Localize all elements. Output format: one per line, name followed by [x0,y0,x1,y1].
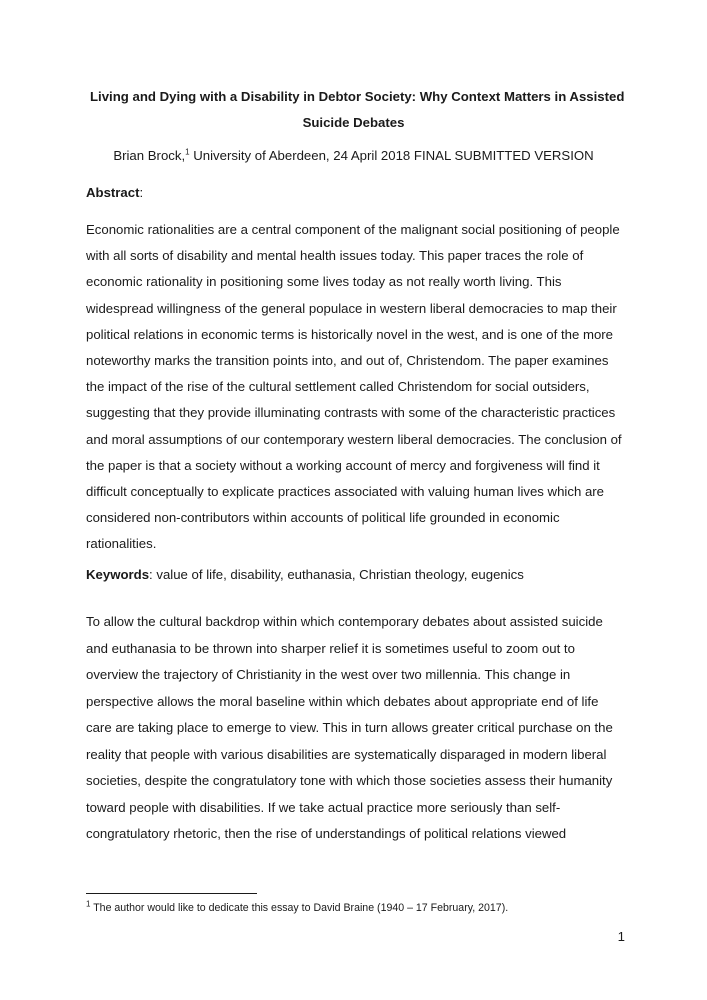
title-line: Living and Dying with a Disability in Debtor Society: Why Context Matters in Assisted [90,89,625,104]
body-line: To allow the cultural backdrop within which contemporary debates about assisted suicide [86,614,603,629]
abstract-body [86,217,626,558]
abstract-heading [86,183,143,203]
body-line: societies, despite the congratulatory tone with which those societies assess their humanity [86,773,613,788]
abstract-line: noteworthy marks the transition points into, and out of, Christendom. The paper examines [86,353,609,369]
keywords-text: : value of life, disability, euthanasia, Christian theology, eugenics [149,567,524,582]
abstract-line: political relations in economic terms is historically novel in the west, and is one of the more [86,326,614,342]
body-line: reality that people with various disabilities are systematically disparaged in modern liberal [86,746,607,762]
body-line: care are taking place to emerge to view. This in turn allows greater critical purchase on the [86,720,613,735]
footnote-marker: 1 [86,899,91,909]
abstract-line: and moral assumptions of our contemporary western liberal democracies. The conclusion of [86,431,622,447]
paper-title [90,84,625,136]
abstract-line: considered non-contributors within accounts of political life grounded in economic [86,510,560,526]
body-line: overview the trajectory of Christianity in the west over two millennia. This change in [86,667,571,682]
keywords-label: Keywords [86,567,150,582]
abstract-line: the impact of the rise of the cultural settlement called Christendom for social outsiders, [86,379,590,395]
body-line: perspective allows the moral baseline within which debates about appropriate end of life [86,693,599,709]
abstract-line: Economic rationalities are a central component of the malignant social positioning of people [86,222,620,237]
body-line: congratulatory rhetoric, then the rise of understandings of political relations viewed [86,826,567,841]
footnote-divider [86,893,257,894]
title-line: Suicide Debates [302,115,405,130]
body-line: toward people with disabilities. If we take actual practice more seriously than self- [86,799,561,815]
footnote-text: The author would like to dedicate this essay to David Braine (1940 – 17 February, 2017). [90,902,509,914]
abstract-line: with all sorts of disability and mental health issues today. This paper traces the role of [86,248,584,264]
footnote [86,900,626,916]
abstract-line: difficult conceptually to explicate practices associated with valuing human lives which are [86,484,605,500]
author-footnote-marker: 1 [185,147,190,157]
abstract-line: suggesting that they provide illuminating contrasts with some of the characteristic practices [86,405,616,421]
abstract-line: rationalities. [86,536,157,552]
abstract-label: Abstract [86,185,140,200]
author-line [86,146,621,166]
author-affiliation: University of Aberdeen, 24 April 2018 FINAL SUBMITTED VERSION [189,148,594,163]
keywords [86,565,626,585]
body-line: and euthanasia to be thrown into sharper relief it is sometimes useful to zoom out to [86,640,575,656]
author-name: Brian Brock, [113,148,186,163]
page-number: 1 [617,929,625,944]
abstract-colon: : [139,185,144,200]
body-paragraph [86,609,626,848]
abstract-line: economic rationality in positioning some lives today as not really worth living. This [86,274,562,290]
abstract-line: the paper is that a society without a working account of mercy and forgiveness will find it [86,457,600,473]
abstract-line: widespread willingness of the general populace in western liberal democracies to map their [86,300,617,316]
